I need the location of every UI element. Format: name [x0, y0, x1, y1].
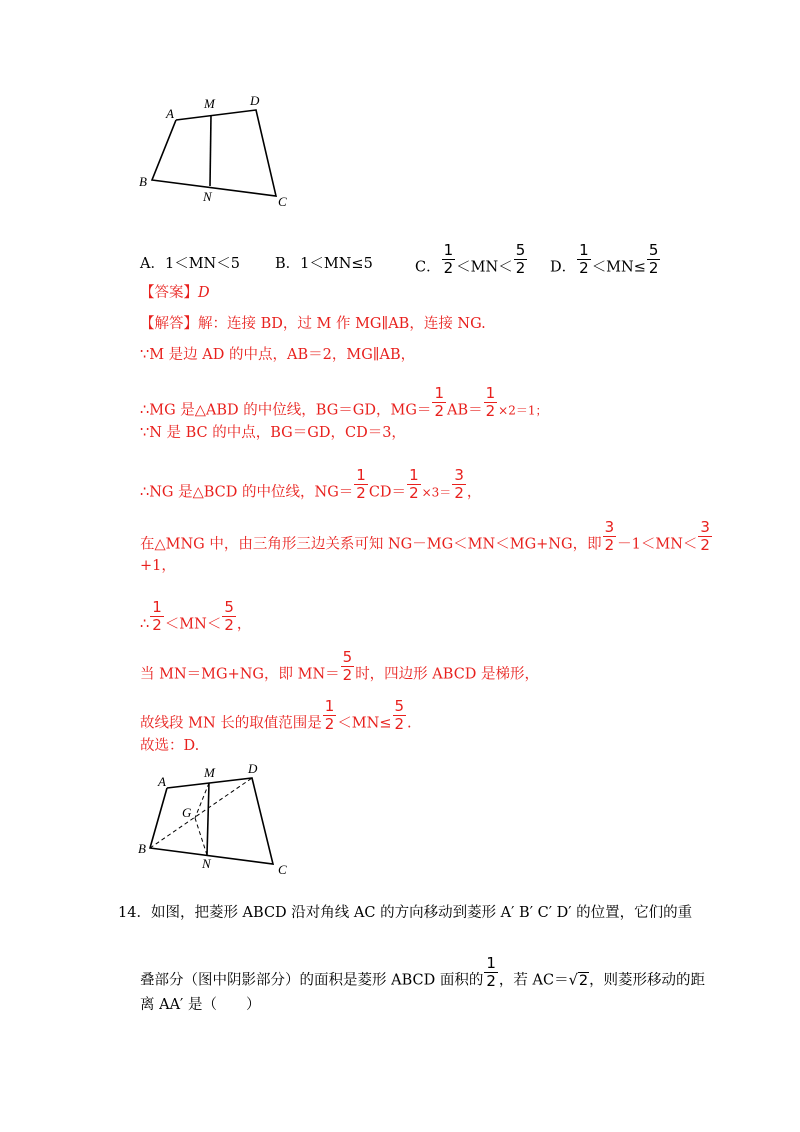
frac-num: 3	[604, 518, 615, 536]
option-a-text: A．1＜MN＜5	[140, 256, 240, 272]
solution-line-9	[140, 648, 540, 692]
solution-text: .	[407, 715, 412, 732]
solution-label: 【解答】	[140, 316, 198, 332]
solution-text: 解：连接 BD，过 M 作 MG∥AB，连接 NG.	[198, 316, 486, 332]
question-text: ，若 AC＝	[498, 972, 569, 989]
solution-text: ，	[466, 484, 482, 501]
label-m: M	[204, 765, 215, 780]
fraction	[341, 649, 355, 684]
label-a: A	[158, 774, 166, 789]
fraction	[407, 467, 421, 502]
label-b: B	[138, 841, 146, 856]
frac-den: 2	[604, 536, 615, 554]
answer-value: D	[198, 285, 210, 301]
fraction	[514, 242, 528, 277]
segment-mg	[195, 783, 209, 818]
frac-num: 1	[324, 697, 335, 715]
frac-den: 2	[443, 259, 454, 277]
solution-line-8	[140, 598, 252, 642]
frac-den: 2	[486, 972, 496, 990]
frac-den: 2	[224, 616, 234, 634]
solution-text: ∴MG 是△ABD 的中位线，BG＝GD，MG＝	[140, 402, 432, 419]
fraction	[484, 385, 498, 420]
label-n: N	[203, 189, 212, 204]
frac-num: 1	[409, 466, 419, 484]
frac-den: 2	[700, 536, 710, 554]
frac-num: 1	[434, 384, 444, 402]
solution-text: －1＜MN＜	[617, 536, 698, 553]
solution-text: 当 MN＝MG+NG，即 MN＝	[140, 666, 340, 683]
frac-num: 5	[342, 648, 353, 666]
option-c[interactable]	[415, 241, 528, 285]
fraction	[354, 467, 368, 502]
frac-den: 2	[324, 715, 335, 733]
option-d[interactable]	[550, 241, 661, 285]
answer-line	[140, 283, 210, 303]
frac-num: 1	[486, 954, 496, 972]
solution-text: 在△MNG 中，由三角形三边关系可知 NG－MG＜MN＜MG+NG，即	[140, 536, 602, 553]
label-c: C	[278, 862, 287, 877]
solution-text: AB＝	[446, 402, 483, 419]
solution-text: 时，四边形 ABCD 是梯形，	[355, 666, 540, 683]
frac-num: 5	[648, 241, 659, 259]
frac-den: 2	[434, 402, 444, 420]
solution-line-6	[140, 518, 713, 562]
option-b[interactable]	[275, 254, 373, 274]
option-c-prefix: C．	[415, 259, 441, 276]
fraction	[393, 698, 407, 733]
label-a: A	[166, 106, 174, 121]
sqrt-sign: √	[568, 972, 578, 989]
frac-num: 5	[515, 241, 526, 259]
label-m: M	[204, 96, 215, 111]
fraction	[432, 385, 446, 420]
fraction	[603, 519, 617, 554]
segment-mn	[207, 783, 209, 855]
solution-text: ，	[236, 616, 252, 633]
solution-text: +1，	[140, 558, 176, 574]
question-text: 叠部分（图中阴影部分）的面积是菱形 ABCD 面积的	[140, 972, 484, 989]
label-b: B	[139, 174, 147, 189]
quad-outline	[150, 778, 273, 864]
fraction	[698, 519, 712, 554]
frac-den: 2	[515, 259, 526, 277]
question-14-line-2	[140, 954, 706, 998]
frac-num: 1	[152, 598, 162, 616]
frac-den: 2	[409, 484, 419, 502]
solution-line-2	[140, 345, 415, 365]
solution-text: ×3＝	[421, 485, 452, 500]
question-text: 离 AA′ 是（ ）	[140, 997, 261, 1013]
frac-num: 5	[394, 697, 405, 715]
solution-text: ∵M 是边 AD 的中点，AB＝2，MG∥AB，	[140, 347, 416, 363]
quad-outline	[152, 110, 276, 196]
fraction	[323, 698, 337, 733]
frac-den: 2	[394, 715, 405, 733]
fraction	[452, 467, 466, 502]
fraction	[442, 242, 456, 277]
fraction	[577, 242, 591, 277]
fraction	[647, 242, 661, 277]
option-a[interactable]	[140, 254, 240, 274]
question-14-line-3	[140, 995, 260, 1015]
solution-line-4	[140, 423, 406, 443]
solution-text: 故线段 MN 长的取值范围是	[140, 715, 322, 732]
question-14-line-1	[118, 903, 692, 923]
label-g: G	[182, 805, 192, 820]
label-d: D	[248, 761, 258, 776]
solution-text: ∴	[140, 616, 150, 633]
option-c-mid: ＜MN＜	[456, 259, 513, 276]
answer-label: 【答案】	[140, 285, 198, 301]
frac-den: 2	[342, 666, 353, 684]
frac-num: 1	[443, 241, 454, 259]
frac-den: 2	[485, 402, 496, 420]
sqrt-radicand: 2	[578, 972, 589, 989]
solution-text: ∵N 是 BC 的中点，BG＝GD，CD＝3，	[140, 425, 406, 441]
segment-mn	[210, 115, 211, 186]
solution-text: ∴NG 是△BCD 的中位线，NG＝	[140, 484, 354, 501]
sqrt-expression	[569, 972, 589, 989]
frac-num: 3	[700, 518, 710, 536]
option-b-text: B．1＜MN≤5	[275, 256, 373, 272]
figure-quadrilateral-1	[130, 90, 300, 215]
solution-line-11	[140, 736, 199, 756]
solution-line-7	[140, 556, 176, 576]
solution-text: ＜MN＜	[164, 616, 222, 633]
frac-den: 2	[648, 259, 659, 277]
question-text: ，则菱形移动的距	[589, 972, 706, 989]
frac-den: 2	[356, 484, 366, 502]
solution-text: CD＝	[368, 484, 407, 501]
fraction	[150, 599, 164, 634]
label-n: N	[202, 856, 211, 871]
option-d-prefix: D．	[550, 259, 577, 276]
fraction	[484, 955, 498, 990]
solution-line-5	[140, 466, 482, 510]
solution-text: ＜MN≤	[337, 715, 392, 732]
option-d-mid: ＜MN≤	[591, 259, 646, 276]
fraction	[222, 599, 236, 634]
frac-num: 5	[224, 598, 234, 616]
frac-num: 1	[579, 241, 589, 259]
solution-text: 故选：D.	[140, 738, 200, 754]
frac-num: 1	[356, 466, 366, 484]
frac-den: 2	[454, 484, 464, 502]
label-d: D	[250, 93, 260, 108]
label-c: C	[278, 194, 287, 209]
frac-num: 3	[454, 466, 464, 484]
question-text: 14．如图，把菱形 ABCD 沿对角线 AC 的方向移动到菱形 A′ B′ C′ D′ 的位置，它们的重	[118, 905, 693, 921]
frac-den: 2	[152, 616, 162, 634]
figure-quadrilateral-2	[130, 760, 300, 880]
segment-ng	[195, 818, 207, 855]
solution-text: ×2＝1；	[498, 403, 548, 418]
frac-num: 1	[485, 384, 496, 402]
solution-line-1	[140, 314, 486, 334]
frac-den: 2	[579, 259, 589, 277]
